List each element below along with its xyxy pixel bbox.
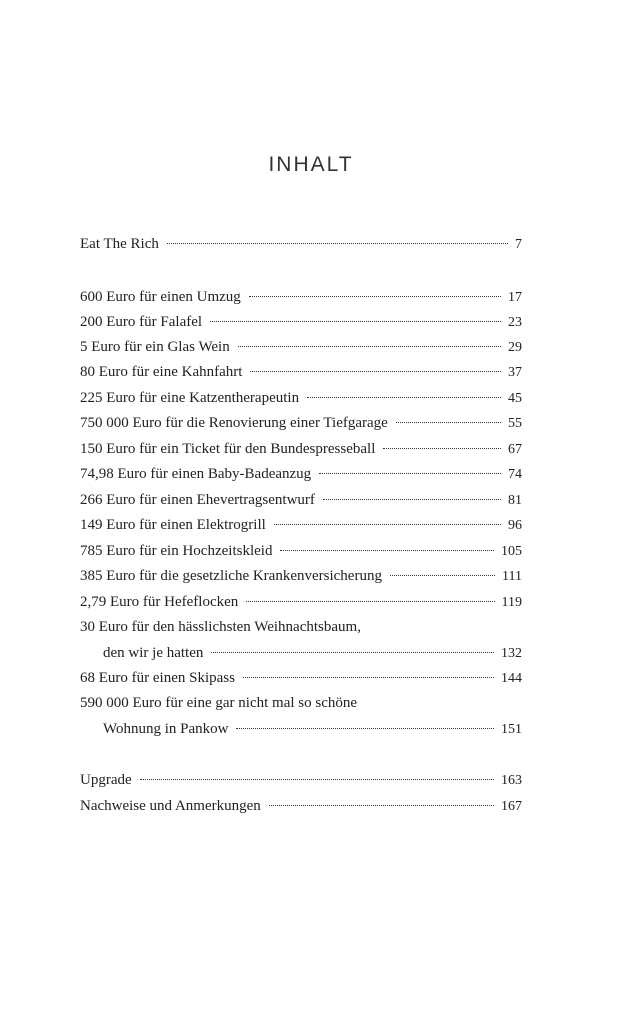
toc-entry-title: 266 Euro für einen Ehevertragsentwurf [80,492,315,508]
dot-leader [396,422,501,423]
dot-leader [140,779,494,780]
toc-entry-title: 2,79 Euro für Hefeflocken [80,594,239,610]
toc-entry[interactable] [80,411,522,436]
toc-entry-title-cont: den wir je hatten [103,645,204,661]
toc-entry[interactable] [80,462,522,487]
toc-entry[interactable] [80,437,522,462]
toc-entry-page: 67 [508,442,522,457]
toc-entry-title: 200 Euro für Falafel [80,314,203,330]
toc-entry[interactable] [80,513,522,538]
toc-entry-page: 96 [508,518,522,533]
toc-entry-title: 30 Euro für den hässlichsten Weihnachtsbaum, [80,619,361,635]
dot-leader [238,346,501,347]
toc-entry-page: 74 [508,467,522,482]
toc-entry-title: 385 Euro für die gesetzliche Krankenversicherung [80,568,382,584]
dot-leader [274,524,501,525]
toc-entry[interactable] [80,310,522,335]
toc-entry-title: 785 Euro für ein Hochzeitskleid [80,543,273,559]
toc-entry-continuation[interactable] [103,717,522,742]
toc-entry-title: 150 Euro für ein Ticket für den Bundespresseball [80,441,376,457]
dot-leader [211,652,494,653]
toc-entry-page: 132 [501,646,522,661]
toc-entry[interactable] [80,386,522,411]
dot-leader [246,601,494,602]
toc-entry-page: 163 [501,773,522,788]
toc-entry-title: 750 000 Euro für die Renovierung einer Tiefgarage [80,415,388,431]
toc-entry-page: 167 [501,799,522,814]
toc-entry[interactable] [80,564,522,589]
toc-entry-page: 7 [515,237,522,252]
toc-entry-notes[interactable] [80,794,522,819]
toc-entry[interactable] [80,666,522,691]
toc-entry[interactable] [80,285,522,310]
toc-entry-title: Upgrade [80,772,132,788]
toc-entry-title: Eat The Rich [80,236,159,252]
toc-entry-page: 144 [501,671,522,686]
toc-entry-page: 151 [501,722,522,737]
toc-entry-title-cont: Wohnung in Pankow [103,721,229,737]
toc-entry-title: 74,98 Euro für einen Baby-Badeanzug [80,466,312,482]
dot-leader [280,550,494,551]
toc-heading: INHALT [268,153,354,176]
toc-entry-upgrade[interactable] [80,768,522,793]
toc-entry-title: 590 000 Euro für eine gar nicht mal so schöne [80,695,358,711]
toc-entry-title: 149 Euro für einen Elektrogrill [80,517,266,533]
toc-entry-page: 45 [508,391,522,406]
dot-leader [319,473,501,474]
toc-entry[interactable] [80,590,522,615]
toc-entry-first-line[interactable] [80,615,522,640]
toc-entry-page: 105 [501,544,522,559]
dot-leader [249,296,501,297]
toc-entry-first-line[interactable] [80,691,522,716]
toc-entry-page: 37 [508,365,522,380]
toc-entry-page: 55 [508,416,522,431]
toc-entry-title: Nachweise und Anmerkungen [80,798,261,814]
toc-entry-page: 111 [502,569,522,584]
toc-entry-page: 29 [508,340,522,355]
toc-entry[interactable] [80,335,522,360]
toc-entry-title: 80 Euro für eine Kahnfahrt [80,364,243,380]
toc-entry-continuation[interactable] [103,641,522,666]
dot-leader [323,499,501,500]
dot-leader [236,728,494,729]
toc-entry-page: 17 [508,290,522,305]
dot-leader [167,243,508,244]
dot-leader [307,397,501,398]
toc-entry-title: 225 Euro für eine Katzentherapeutin [80,390,300,406]
toc-entry-page: 81 [508,493,522,508]
dot-leader [210,321,501,322]
dot-leader [243,677,494,678]
toc-entry-page: 119 [501,595,522,610]
dot-leader [250,371,501,372]
toc-entry-title: 600 Euro für einen Umzug [80,289,241,305]
toc-entry[interactable] [80,539,522,564]
toc-entry-title: 68 Euro für einen Skipass [80,670,235,686]
toc-entry[interactable] [80,488,522,513]
toc-entry-title: 5 Euro für ein Glas Wein [80,339,230,355]
toc-entry-page: 23 [508,315,522,330]
toc-entry[interactable] [80,360,522,385]
dot-leader [269,805,494,806]
dot-leader [383,448,501,449]
dot-leader [390,575,495,576]
toc-entry-eat-the-rich[interactable] [80,232,522,257]
